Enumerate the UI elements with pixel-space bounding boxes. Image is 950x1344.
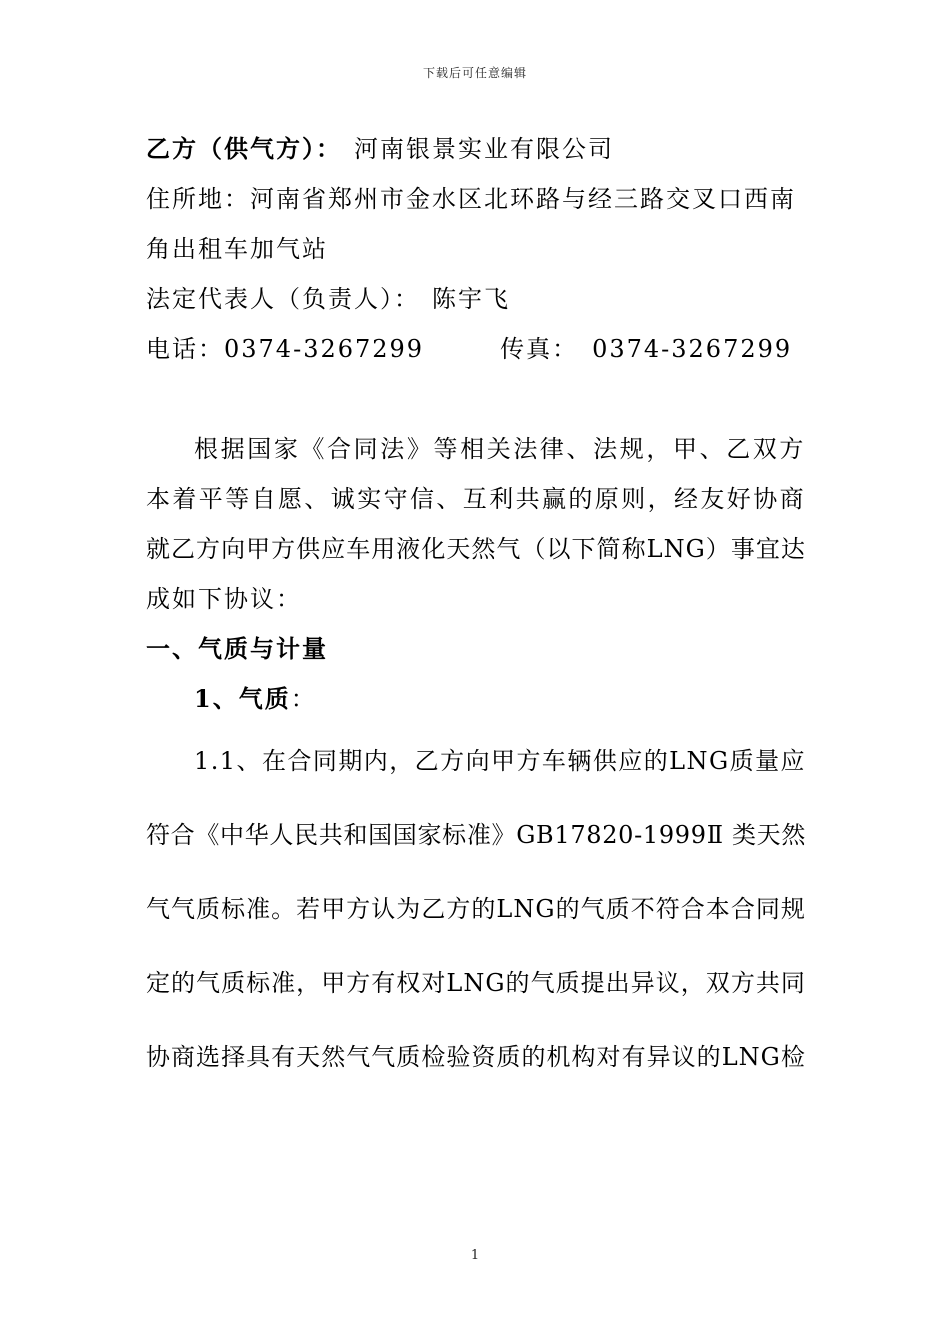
party-b-label: 乙方（供气方）： xyxy=(146,134,342,163)
party-b-address-line2: 角出租车加气站 xyxy=(146,235,328,263)
party-b-name: 河南银景实业有限公司 xyxy=(354,135,614,163)
page-number: 1 xyxy=(470,1248,480,1263)
phone-label: 电话： xyxy=(146,335,224,363)
party-b-address-line1: 住所地：河南省郑州市金水区北环路与经三路交叉口西南 xyxy=(146,185,796,213)
preamble-line-2: 本着平等自愿、诚实守信、互利共赢的原则，经友好协商 xyxy=(146,485,806,513)
sub-heading-number: 1、气质 xyxy=(194,684,291,713)
clause-line-2: 符合《中华人民共和国国家标准》GB17820-1999Ⅱ 类天然 xyxy=(146,821,807,849)
clause-line-5: 协商选择具有天然气气质检验资质的机构对有异议的LNG检 xyxy=(146,1043,806,1071)
representative-label: 法定代表人（负责人）： xyxy=(146,285,420,313)
preamble-line-3: 就乙方向甲方供应车用液化天然气（以下简称LNG）事宜达 xyxy=(146,535,806,563)
party-b-representative-line xyxy=(146,284,510,314)
fax-label: 传真： xyxy=(500,335,579,363)
sub-heading xyxy=(194,684,317,714)
header-note: 下载后可任意编辑 xyxy=(422,66,527,80)
phone-value: 0374-3267299 xyxy=(224,335,425,363)
clause-line-3: 气气质标准。若甲方认为乙方的LNG的气质不符合本合同规 xyxy=(146,895,806,923)
sub-heading-colon: ： xyxy=(290,685,317,713)
preamble-line-1: 根据国家《合同法》等相关法律、法规，甲、乙双方 xyxy=(194,435,807,463)
section-heading: 一、气质与计量 xyxy=(146,634,328,663)
party-b-line xyxy=(146,134,614,164)
representative-name: 陈宇飞 xyxy=(432,285,510,313)
preamble-line-4: 成如下协议： xyxy=(146,585,302,613)
fax-value: 0374-3267299 xyxy=(592,335,793,363)
clause-line-1: 1.1、在合同期内，乙方向甲方车辆供应的LNG质量应 xyxy=(194,747,806,775)
party-b-contact-line xyxy=(146,334,792,364)
clause-line-4: 定的气质标准，甲方有权对LNG的气质提出异议，双方共同 xyxy=(146,969,806,997)
